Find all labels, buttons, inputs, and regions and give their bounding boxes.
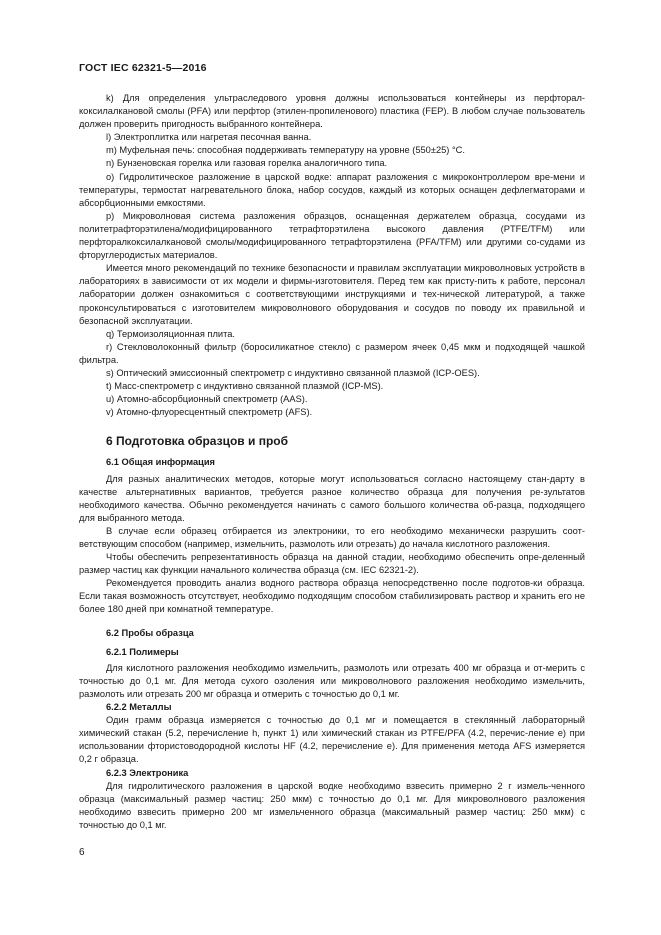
section-6-1-paragraph: Для разных аналитических методов, которые могут использоваться согласно настоящему стан-дарту в качестве альтернативных вариантов, требуется разное количество образца для получения ре-зультатов необходимого качества. Обычно рекомендуется начинать с самого большого количества об-разца, подходящего для выбранного метода. [79,473,585,523]
list-item-t: t) Масс-спектрометр с индуктивно связанной плазмой (ICP-MS). [106,381,384,392]
section-6-heading: 6 Подготовка образцов и проб [106,434,289,449]
section-6-2-2-heading: 6.2.2 Металлы [106,702,172,713]
section-6-2-3-paragraph: Для гидролитического разложения в царской водке необходимо взвесить примерно 2 г измель-ченного образца (максимальный размер частиц: 250 мкм) с точностью до 0,1 мг. Для микроволнового разложения необходимо взвесить примерно 200 мг измельченного образца (максимальный размер частиц: 250 мкм) с точностью до 0,1 мг. [79,780,585,830]
list-item-m: m) Муфельная печь: способная поддерживать температуру на уровне (550±25) °С. [106,145,465,156]
document-header: ГОСТ IEC 62321-5—2016 [79,62,207,74]
section-6-1-paragraph: В случае если образец отбирается из электроники, то его необходимо механически разрушить соот-ветствующим способом (например, измельчить, размолоть или отрезать) до начала кислотного разложения. [79,525,585,549]
section-6-1-paragraph: Чтобы обеспечить репрезентативность образца на данной стадии, необходимо обеспечить опре-деленный размер частиц как функции начального количества образца (см. IEC 62321-2). [79,552,585,576]
section-6-2-heading: 6.2 Пробы образца [106,627,194,638]
list-item-k: k) Для определения ультраследового уровня должны использоваться контейнеры из перфторал-коксилалкановой смолы (PFA) или перфтор (этилен-пропиленового) пластика (FEP). В любом случае пользователь должен проверить пригодность выбранного контейнера. [79,93,585,130]
list-item-s: s) Оптический эмиссионный спектрометр с индуктивно связанной плазмой (ICP-OES). [106,367,480,378]
document-body [79,92,585,832]
list-item-u: u) Атомно-абсорбционный спектрометр (AAS). [106,394,308,405]
section-6-1-heading: 6.1 Общая информация [106,457,215,468]
section-6-1-paragraph: Рекомендуется проводить анализ водного раствора образца непосредственно после подготов-ки образца. Если такая возможность отсутствует, необходимо подходящим способом стабилизировать раствор и хранить его не более 180 дней при комнатной температуре. [79,578,585,615]
section-6-2-3-heading: 6.2.3 Электроника [106,767,189,778]
section-6-2-2-paragraph: Один грамм образца измеряется с точностью до 0,1 мг и помещается в стеклянный лабораторный химический стакан (5.2, перечисление h, пункт 1) или химический стакан из PTFE/PFA (4.2, перечис-ление e) при использовании фтористоводородной кислоты HF (4.2, перечисление e). Для применения метода AFS измеряется 0,2 г образца. [79,715,585,765]
list-item-o: o) Гидролитическое разложение в царской водке: аппарат разложения с микроконтроллером вре-мени и температуры, термостат нагревательного блока, набор сосудов, каждый из которых оснащен дефлегматорами и абсорбционными емкостями. [79,171,585,208]
list-item-r: r) Стекловолоконный фильтр (боросиликатное стекло) с размером ячеек 0,45 мкм и подходящей чашкой фильтра. [79,341,585,365]
list-item-q: q) Термоизоляционная плита. [106,328,235,339]
section-6-2-1-heading: 6.2.1 Полимеры [106,646,179,657]
section-6-2-1-paragraph: Для кислотного разложения необходимо измельчить, размолоть или отрезать 400 мг образца и от-мерить с точностью до 0,1 мг. Для метода сухого озоления или микроволнового разложения необходимо измельчить, размолоть или отрезать 200 мг образца и отмерить с точностью до 0,1 мг. [79,662,585,699]
list-item-n: n) Бунзеновская горелка или газовая горелка аналогичного типа. [106,158,388,169]
list-item-l: l) Электроплитка или нагретая песочная ванна. [106,132,312,143]
page-number: 6 [79,847,85,858]
list-item-p: p) Микроволновая система разложения образцов, оснащенная держателем образца, сосудами из политетрафторэтилена/модифицированного тетрафторэтилена высокого давления (PTFE/TFM) или перфторалкоксилалкановой смолы/модифицированного тетрафторэтилена (PFA/TFM) или другими со-судами из фторуглеродистых материалов. [79,210,585,261]
list-item-v: v) Атомно-флуоресцентный спектрометр (AFS). [106,407,313,418]
safety-paragraph: Имеется много рекомендаций по технике безопасности и правилам эксплуатации микроволновых устройств в лабораториях в зависимости от их модели и фирмы-изготовителя. Перед тем как присту-пить к работе, персонал лаборатории должен ознакомиться с соответствующими инструкциями и тех-нической литературой, а также проконсультироваться с изготовителем микроволнового оборудования и сосудов по поводу их правильной и безопасной эксплуатации. [79,263,585,326]
